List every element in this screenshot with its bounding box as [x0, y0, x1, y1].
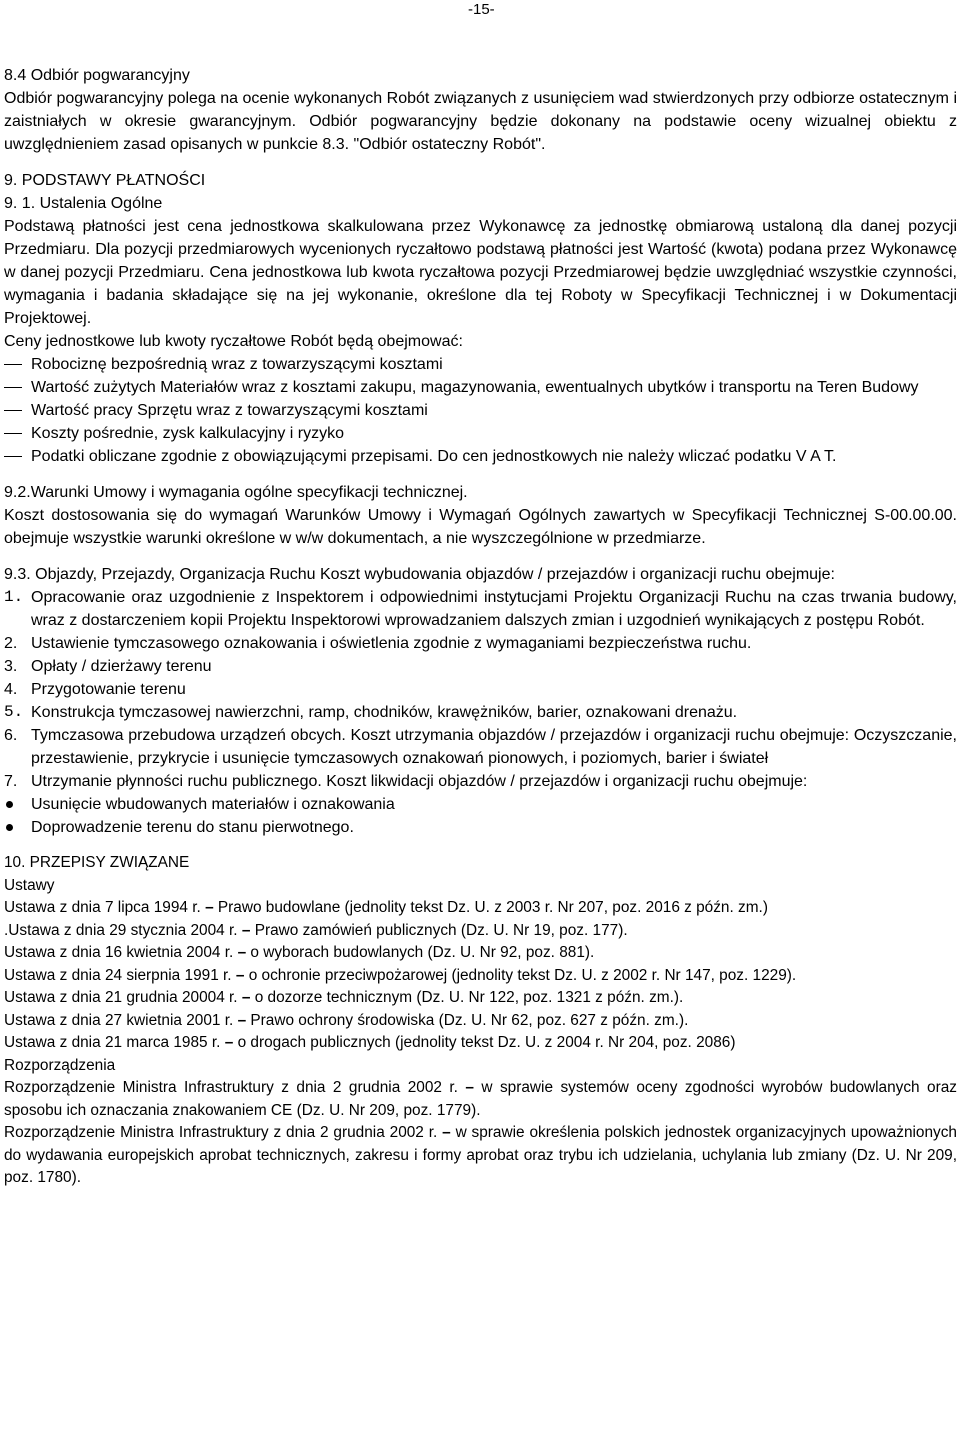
law-entry: Ustawa z dnia 16 kwietnia 2004 r. – o wyborach budowlanych (Dz. U. Nr 92, poz. 881). — [4, 944, 595, 961]
cost-item: Wartość zużytych Materiałów wraz z kosztami zakupu, magazynowania, ewentualnych ubytków i transportu na Teren Budowy — [4, 376, 957, 399]
cost-item: Wartość pracy Sprzętu wraz z towarzyszącymi kosztami — [4, 399, 957, 422]
dash-marker — [4, 387, 22, 388]
page-number: -15- — [468, 1, 495, 18]
cost-item: Robociznę bezpośrednią wraz z towarzyszącymi kosztami — [4, 353, 957, 376]
bullet-marker — [6, 801, 13, 808]
cost-item: Koszty pośrednie, zysk kalkulacyjny i ryzyko — [4, 422, 957, 445]
numbered-item: 7. Utrzymanie płynności ruchu publicznego. Koszt likwidacji objazdów / przejazdów i organizacji ruchu obejmuje: — [4, 770, 957, 793]
law-entry: Ustawa z dnia 21 grudnia 20004 r. – o dozorze technicznym (Dz. U. Nr 122, poz. 1321 z późn. zm.). — [4, 989, 684, 1006]
item-number: 6. — [4, 727, 18, 744]
numbered-item: 6. Tymczasowa przebudowa urządzeń obcych. Koszt utrzymania objazdów / przejazdów i organizacji ruchu obejmuje: Oczyszczanie, przestawienie, przykrycie i usunięcie tymczasowych oznakowań pionowych, i poziomych, barier i świateł — [4, 724, 957, 770]
law-entry: Ustawa z dnia 24 sierpnia 1991 r. – o ochronie przeciwpożarowej (jednolity tekst Dz. U. z 2002 r. Nr 147, poz. 1229). — [4, 966, 797, 984]
section-9-1-heading: 9. 1. Ustalenia Ogólne — [4, 195, 163, 212]
rozporzadzenia-label: Rozporządzenia — [4, 1056, 116, 1074]
item-number: 3. — [4, 658, 18, 675]
section-9-3-intro: 9.3. Objazdy, Przejazdy, Organizacja Ruchu Koszt wybudowania objazdów / przejazdów i organizacji ruchu obejmuje: — [4, 566, 835, 583]
section-9-1-text: Podstawą płatności jest cena jednostkowa skalkulowana przez Wykonawcę za jednostkę obmiarową ustaloną dla danej pozycji Przedmiaru. Dla pozycji przedmiarowych wycenionych ryczałtowo podstawą płatności jest Wartość (kwota) podana przez Wykonawcę w danej pozycji Przedmiaru. Cena jednostkowa lub kwota ryczałtowa pozycji Przedmiarowej będzie uwzględniać wszystkie czynności, wymagania i badania składające się na jej wykonanie, określone dla tej Roboty w Specyfikacji Technicznej i w Dokumentacji Projektowej. — [4, 218, 957, 327]
bullet-item: Doprowadzenie terenu do stanu pierwotnego. — [4, 816, 957, 839]
cost-item: Podatki obliczane zgodnie z obowiązującymi przepisami. Do cen jednostkowych nie należy wliczać podatku V A T. — [4, 445, 957, 468]
section-9-heading: 9. PODSTAWY PŁATNOŚCI — [4, 172, 206, 189]
page-content — [4, 64, 957, 1190]
section-9-1-list-intro: Ceny jednostkowe lub kwoty ryczałtowe Robót będą obejmować: — [4, 333, 463, 350]
bullet-marker — [6, 824, 13, 831]
item-number: 2. — [4, 635, 18, 652]
item-number: 4. — [4, 681, 18, 698]
dash-marker — [4, 433, 22, 434]
section-9-2-heading: 9.2.Warunki Umowy i wymagania ogólne specyfikacji technicznej. — [4, 484, 468, 501]
numbered-item: 3. Opłaty / dzierżawy terenu — [4, 655, 957, 678]
regulation-entry: Rozporządzenie Ministra Infrastruktury z dnia 2 grudnia 2002 r. – w sprawie określenia polskich jednostek organizacyjnych upoważnionych do wydawania europejskich aprobat technicznych, zakresu i formy aprobat oraz trybu ich udzielania, uchylania lub zmiany (Dz. U. Nr 209, poz. 1780). — [4, 1124, 957, 1186]
item-number: 1. — [4, 588, 24, 606]
section-10-heading: 10. PRZEPISY ZWIĄZANE — [4, 854, 190, 871]
dash-marker — [4, 410, 22, 411]
ustawy-label: Ustawy — [4, 876, 55, 894]
law-entry: .Ustawa z dnia 29 stycznia 2004 r. – Prawo zamówień publicznych (Dz. U. Nr 19, poz. 177). — [4, 921, 628, 939]
law-entry: Ustawa z dnia 27 kwietnia 2001 r. – Prawo ochrony środowiska (Dz. U. Nr 62, poz. 627 z późn. zm.). — [4, 1011, 689, 1029]
section-8-4-heading: 8.4 Odbiór pogwarancyjny — [4, 67, 190, 84]
numbered-item: 4. Przygotowanie terenu — [4, 678, 957, 701]
section-8-4-text: Odbiór pogwarancyjny polega na ocenie wykonanych Robót związanych z usunięciem wad stwierdzonych przy odbiorze ostatecznym i zaistniałych w okresie gwarancyjnym. Odbiór pogwarancyjny będzie dokonany na podstawie oceny wizualnej obiektu z uwzględnieniem zasad opisanych w punkcie 8.3. "Odbiór ostateczny Robót". — [4, 90, 957, 153]
bullet-item: Usunięcie wbudowanych materiałów i oznakowania — [4, 793, 957, 816]
numbered-item: 2. Ustawienie tymczasowego oznakowania i oświetlenia zgodnie z wymaganiami bezpieczeństwa ruchu. — [4, 632, 957, 655]
dash-marker — [4, 456, 22, 457]
regulation-entry: Rozporządzenie Ministra Infrastruktury z dnia 2 grudnia 2002 r. – w sprawie systemów oceny zgodności wyrobów budowlanych oraz sposobu ich oznaczania znakowaniem CE (Dz. U. Nr 209, poz. 1779). — [4, 1079, 957, 1119]
section-9-2-text: Koszt dostosowania się do wymagań Warunków Umowy i Wymagań Ogólnych zawartych w Specyfikacji Technicznej S-00.00.00. obejmuje wszystkie warunki określone w w/w dokumentach, a nie wyszczególnione w przedmiarze. — [4, 507, 957, 547]
law-entry: Ustawa z dnia 21 marca 1985 r. – o drogach publicznych (jednolity tekst Dz. U. z 2004 r. Nr 204, poz. 2086) — [4, 1034, 736, 1051]
item-number: 5. — [4, 703, 24, 721]
dash-marker — [4, 364, 22, 365]
numbered-item: 1. Opracowanie oraz uzgodnienie z Inspektorem i odpowiednimi instytucjami Projektu Organizacji Ruchu na czas trwania budowy, wraz z dostarczeniem kopii Projektu Inspektorowi wprowadzaniem dalszych zmian i uzgodnień wynikających z postępu Robót. — [4, 588, 957, 629]
law-entry: Ustawa z dnia 7 lipca 1994 r. – Prawo budowlane (jednolity tekst Dz. U. z 2003 r. Nr 207, poz. 2016 z późn. zm.) — [4, 899, 768, 916]
item-number: 7. — [4, 773, 18, 790]
numbered-item: 5. Konstrukcja tymczasowej nawierzchni, ramp, chodników, krawężników, barier, oznakowani drenażu. — [4, 701, 957, 724]
